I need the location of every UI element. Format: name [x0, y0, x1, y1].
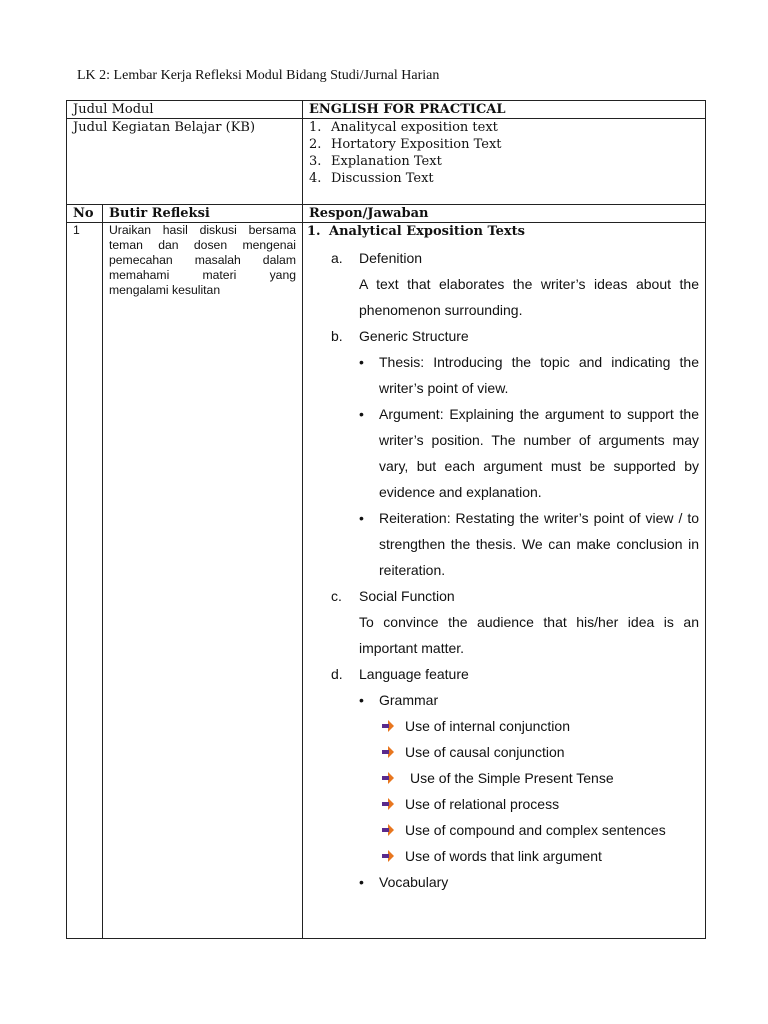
- section-definition: [307, 245, 699, 271]
- response-title: [307, 223, 699, 240]
- page-title: LK 2: Lembar Kerja Refleksi Modul Bidang Studi/Jurnal Harian: [77, 68, 440, 83]
- kb-list: [309, 119, 699, 187]
- definition-text: A text that elaborates the writer’s ideas about the phenomenon surrounding.: [359, 276, 699, 318]
- grammar-item-text: Use of compound and complex sentences: [405, 822, 666, 838]
- section-generic-structure: [307, 323, 699, 349]
- section-label: Generic Structure: [359, 328, 469, 344]
- kb-item-number: 3.: [309, 154, 322, 169]
- title-text: Analytical Exposition Texts: [329, 224, 525, 239]
- kb-item-number: 1.: [309, 120, 322, 135]
- arrow-bullet-icon: [379, 843, 405, 869]
- vocabulary-label: Vocabulary: [379, 874, 449, 890]
- structure-bullet: [307, 349, 699, 401]
- kb-item: [309, 170, 699, 187]
- kb-item-number: 4.: [309, 171, 322, 186]
- bullet-text: Thesis: Introducing the topic and indicating the writer’s point of view.: [379, 354, 699, 396]
- col-butir-header: Butir Refleksi: [103, 205, 303, 223]
- module-value: ENGLISH FOR PRACTICAL: [303, 101, 706, 119]
- col-respon-header: Respon/Jawaban: [303, 205, 706, 223]
- kb-item-text: Discussion Text: [331, 171, 434, 186]
- section-letter: b.: [331, 328, 343, 344]
- grammar-label: Grammar: [379, 692, 439, 708]
- kb-item-text: Analitycal exposition text: [331, 120, 498, 135]
- kb-list-cell: [303, 119, 706, 205]
- kb-item: [309, 153, 699, 170]
- section-label: Defenition: [359, 250, 423, 266]
- grammar-item-text: Use of words that link argument: [405, 848, 602, 864]
- structure-bullet: [307, 401, 699, 505]
- grammar-item: [307, 817, 699, 843]
- bullet-text: Reiteration: Restating the writer’s point of view / to strengthen the thesis. We can make conclusion in reiteration.: [379, 510, 699, 578]
- reflection-table: [66, 100, 706, 939]
- grammar-item-text: Use of the Simple Present Tense: [410, 770, 614, 786]
- arrow-bullet-icon: [379, 791, 405, 817]
- kb-item-text: Explanation Text: [331, 154, 442, 169]
- section-letter: a.: [331, 250, 343, 266]
- grammar-item: [307, 843, 699, 869]
- grammar-item: [307, 739, 699, 765]
- arrow-bullet-icon: [379, 765, 405, 791]
- bullet-icon: •: [359, 692, 364, 708]
- section-language-feature: [307, 661, 699, 687]
- module-label: Judul Modul: [67, 101, 303, 119]
- bullet-icon: •: [359, 874, 364, 890]
- col-no-header: No: [67, 205, 103, 223]
- bullet-icon: •: [359, 406, 364, 422]
- module-row: [67, 101, 706, 119]
- grammar-item: [307, 791, 699, 817]
- section-letter: d.: [331, 666, 343, 682]
- structure-bullet: [307, 505, 699, 583]
- arrow-bullet-icon: [379, 824, 405, 836]
- kb-item: [309, 119, 699, 136]
- section-social-function: [307, 583, 699, 609]
- response-cell: [303, 223, 706, 939]
- grammar-item-text: Use of relational process: [405, 796, 560, 812]
- social-function-text: To convince the audience that his/her idea is an important matter.: [359, 614, 699, 656]
- title-number: 1.: [307, 224, 321, 239]
- bullet-icon: •: [359, 510, 364, 526]
- butir-refleksi-text: Uraikan hasil diskusi bersama teman dan dosen mengenai pemecahan masalah dalam memahami materi yang mengalami kesulitan: [103, 223, 303, 939]
- kb-item-number: 2.: [309, 137, 322, 152]
- grammar-item: [307, 713, 699, 739]
- arrow-bullet-icon: [379, 739, 405, 765]
- section-label: Social Function: [359, 588, 455, 604]
- kb-item: [309, 136, 699, 153]
- section-letter: c.: [331, 588, 342, 604]
- bullet-icon: •: [359, 354, 364, 370]
- bullet-text: Argument: Explaining the argument to support the writer’s position. The number of arguments may vary, but each argument must be supported by evidence and explanation.: [379, 406, 699, 500]
- vocabulary-bullet: [307, 869, 699, 895]
- grammar-item-text: Use of causal conjunction: [405, 744, 565, 760]
- grammar-item-text: Use of internal conjunction: [405, 718, 570, 734]
- section-label: Language feature: [359, 666, 469, 682]
- column-header-row: [67, 205, 706, 223]
- row-number: 1: [67, 223, 103, 939]
- grammar-bullet: [307, 687, 699, 713]
- arrow-bullet-icon: [379, 713, 405, 739]
- kb-label: Judul Kegiatan Belajar (KB): [67, 119, 303, 205]
- grammar-item: [307, 765, 699, 791]
- reflection-row: [67, 223, 706, 939]
- kb-item-text: Hortatory Exposition Text: [331, 137, 502, 152]
- kb-row: [67, 119, 706, 205]
